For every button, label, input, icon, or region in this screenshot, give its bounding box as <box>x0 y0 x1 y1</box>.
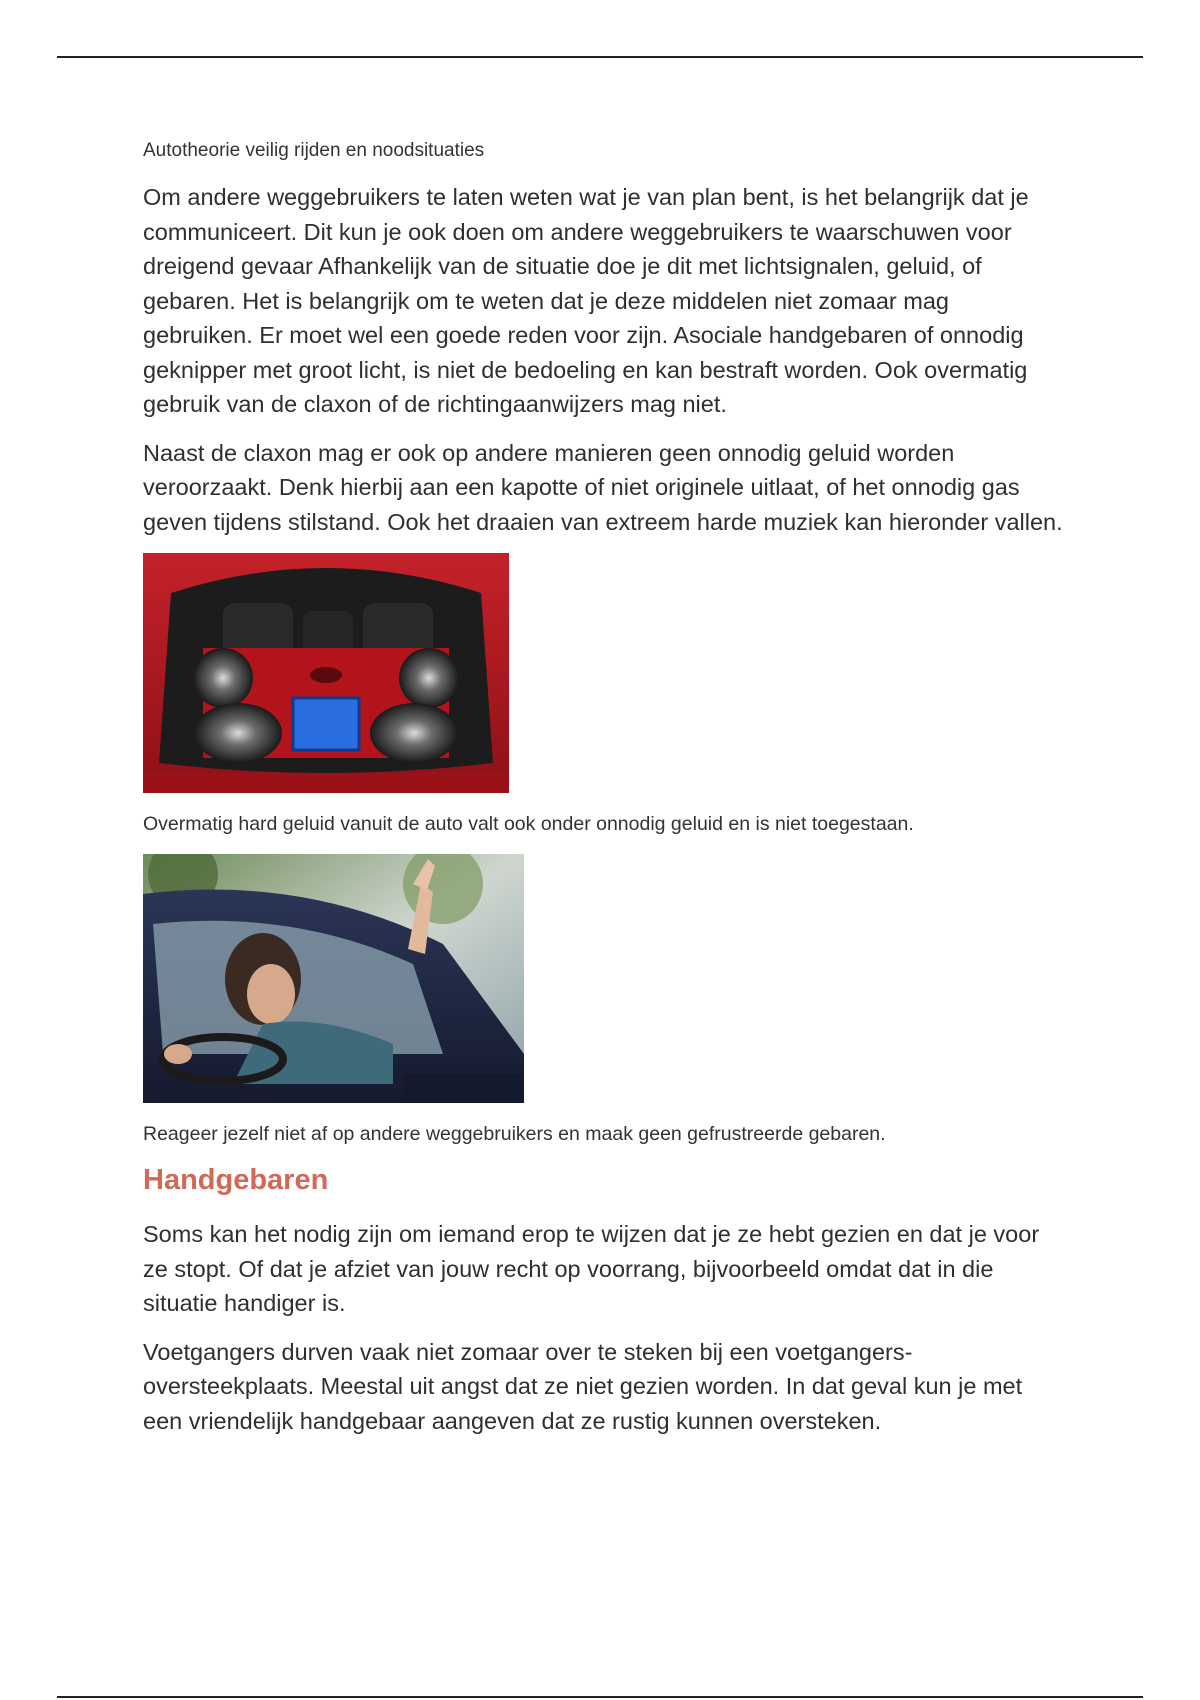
car-trunk-speakers-photo <box>143 553 1063 793</box>
paragraph-communication: Om andere weggebruikers te laten weten wat je van plan bent, is het belangrijk dat je communiceert. Dit kun je ook doen om andere weggebruikers te waarschuwen voor dreigend gevaar Afhankelijk van de situatie doe je dit met lichtsignalen, geluid, of gebaren. Het is belangrijk om te weten dat je deze middelen niet zomaar mag gebruiken. Er moet wel een goede reden voor zijn. Asociale handgebaren of onnodig geknipper met groot licht, is niet de bedoeling en kan bestraft worden. Ook overmatig gebruik van de claxon of de richtingaanwijzers mag niet. <box>143 184 1029 417</box>
figure-caption-2: Reageer jezelf niet af op andere weggebruikers en maak geen gefrustreerde gebaren. <box>143 1123 886 1145</box>
figure-caption-1: Overmatig hard geluid vanuit de auto valt ook onder onnodig geluid en is niet toegestaan. <box>143 813 914 835</box>
paragraph-right-of-way: Soms kan het nodig zijn om iemand erop te wijzen dat je ze hebt gezien en dat je voor ze stopt. Of dat je afziet van jouw recht op voorrang, bijvoorbeeld omdat dat in die situatie handiger is. <box>143 1221 1040 1316</box>
document-page <box>143 140 1063 1452</box>
top-rule <box>57 56 1143 58</box>
paragraph-noise: Naast de claxon mag er ook op andere manieren geen onnodig geluid worden veroorzaakt. Denk hierbij aan een kapotte of niet originele uitlaat, of het onnodig gas geven tijdens stilstand. Ook het draaien van extreem harde muziek kan hieronder vallen. <box>143 439 1063 535</box>
running-head: Autotheorie veilig rijden en noodsituaties <box>143 140 485 161</box>
section-heading: Handgebaren <box>143 1164 329 1196</box>
paragraph-pedestrians: Voetgangers durven vaak niet zomaar over te steken bij een voetgangers-oversteekplaats. Meestal uit angst dat ze niet gezien worden. In dat geval kun je met een vriendelijk handgebaar aangeven dat ze rustig kunnen oversteken. <box>143 1338 1023 1434</box>
bottom-rule <box>57 1696 1143 1698</box>
angry-driver-gesture-photo <box>143 854 1063 1103</box>
